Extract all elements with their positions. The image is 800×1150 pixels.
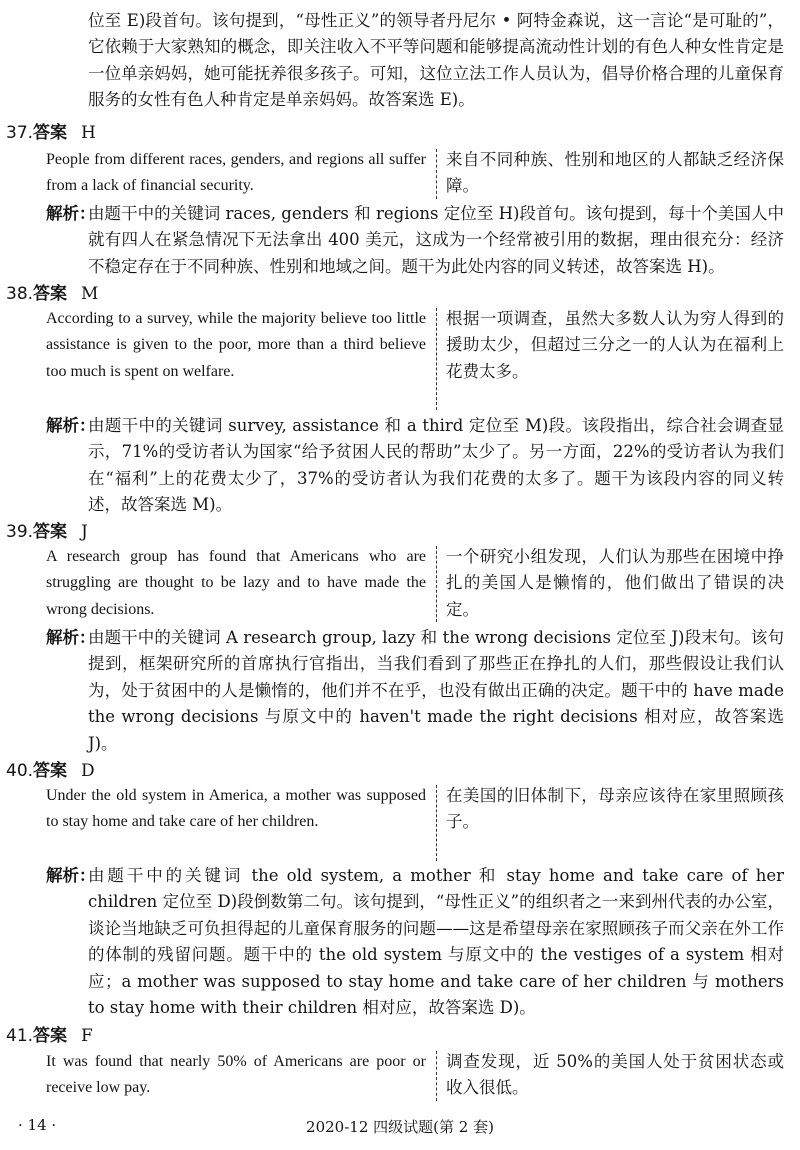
question-english: Under the old system in America, a mother was supposed to stay home and take care of her children. [46, 787, 426, 831]
answer-label: 答案 [33, 761, 68, 781]
question-number: 40. [6, 761, 34, 781]
question-41-row [46, 1049, 784, 1105]
explanation-text: 由题干中的关键词 survey, assistance 和 a third 定位至 M)段。该段指出，综合社会调查显示，71%的受访者认为国家“给予贫困人民的帮助”太少了。另一方面，22%的受访者认为我们在“福利”上的花费太少了，37%的受访者认为我们花费的太多了。题干为该段内容的同义转述，故答案选 M)。 [88, 416, 784, 515]
page-footer-title: 2020-12 四级试题(第 2 套) [306, 1118, 494, 1136]
question-number: 37. [6, 123, 34, 143]
question-39-row [46, 544, 784, 624]
answer-letter: H [81, 123, 96, 143]
answer-letter: F [81, 1026, 93, 1046]
answer-label: 答案 [33, 284, 68, 304]
question-40-row [46, 783, 784, 863]
explanation-label: 解析： [46, 866, 96, 885]
question-40-header [6, 758, 95, 784]
answer-label: 答案 [33, 1026, 68, 1046]
explanation-label: 解析： [46, 204, 96, 223]
question-38-header [6, 281, 98, 307]
question-number: 38. [6, 284, 34, 304]
explanation-text: 由题干中的关键词 the old system, a mother 和 stay home and take care of her children 定位至 D)段倒数第二句。该句提到，“母性正义”的组织者之一来到州代表的办公室，谈论当地缺乏可负担得起的儿童保育服务的问题——这是希望母亲在家照顾孩子而父亲在外工作的体制的残留问题。题干中的 the old system 与原文中的 the vestiges of a system 相对应；a mother was supposed to stay home and take care of her children 与 mothers to stay home with their children 相对应，故答案选 D)。 [88, 866, 784, 1018]
question-37-row [46, 147, 784, 201]
column-divider [436, 308, 437, 410]
answer-label: 答案 [33, 522, 68, 542]
column-divider [436, 546, 437, 622]
question-chinese: 一个研究小组发现，人们认为那些在困境中挣扎的美国人是懒惰的，他们做出了错误的决定。 [446, 547, 784, 619]
question-41-header [6, 1023, 93, 1049]
question-chinese: 根据一项调查，虽然大多数人认为穷人得到的援助太少，但超过三分之一的人认为在福利上花费太多。 [446, 309, 784, 381]
explanation-text: 由题干中的关键词 races, genders 和 regions 定位至 H)段首句。该句提到，每十个美国人中就有四人在紧急情况下无法拿出 400 美元，这成为一个经常被引用的数据，理由很充分：经济不稳定存在于不同种族、性别和地域之间。题干为此处内容的同义转述，故答案选 H)。 [88, 204, 784, 276]
question-number: 39. [6, 522, 34, 542]
answer-label: 答案 [33, 123, 68, 143]
question-english: It was found that nearly 50% of Americans are poor or receive low pay. [46, 1053, 426, 1097]
explanation-text: 由题干中的关键词 A research group, lazy 和 the wrong decisions 定位至 J)段末句。该句提到，框架研究所的首席执行官指出，当我们看到了那些正在挣扎的人们，那些假设让我们认为，处于贫困中的人是懒惰的，他们并不在乎，也没有做出正确的决定。题干中的 have made the wrong decisions 与原文中的 haven't made the right decisions 相对应，故答案选 J)。 [88, 628, 784, 753]
question-38-row [46, 306, 784, 412]
answer-letter: M [81, 284, 99, 304]
question-number: 41. [6, 1026, 34, 1046]
answer-letter: D [81, 761, 95, 781]
page-number: · 14 · [18, 1116, 57, 1134]
question-chinese: 调查发现，近 50%的美国人处于贫困状态或收入很低。 [446, 1052, 784, 1098]
question-37-header [6, 120, 96, 146]
explanation-label: 解析： [46, 628, 96, 647]
question-english: People from different races, genders, and regions all suffer from a lack of financial security. [46, 151, 426, 195]
column-divider [436, 149, 437, 199]
explanation-label: 解析： [46, 416, 96, 435]
question-english: A research group has found that Americans who are struggling are thought to be lazy and to have made the wrong decisions. [46, 548, 426, 618]
question-39-header [6, 519, 88, 545]
question-chinese: 来自不同种族、性别和地区的人都缺乏经济保障。 [446, 150, 784, 196]
intro-paragraph: 位至 E)段首句。该句提到，“母性正义”的领导者丹尼尔 • 阿特金森说，这一言论“是可耻的”，它依赖于大家熟知的概念，即关注收入不平等问题和能够提高流动性计划的有色人种女性肯定是一位单亲妈妈，她可能抚养很多孩子。可知，这位立法工作人员认为，倡导价格合理的儿童保育服务的女性有色人种肯定是单亲妈妈。故答案选 E)。 [88, 11, 784, 110]
column-divider [436, 785, 437, 861]
question-english: According to a survey, while the majority believe too little assistance is given to the poor, more than a third believe too much is spent on welfare. [46, 310, 426, 380]
column-divider [436, 1051, 437, 1101]
question-chinese: 在美国的旧体制下，母亲应该待在家里照顾孩子。 [446, 786, 784, 832]
answer-letter: J [81, 522, 88, 542]
